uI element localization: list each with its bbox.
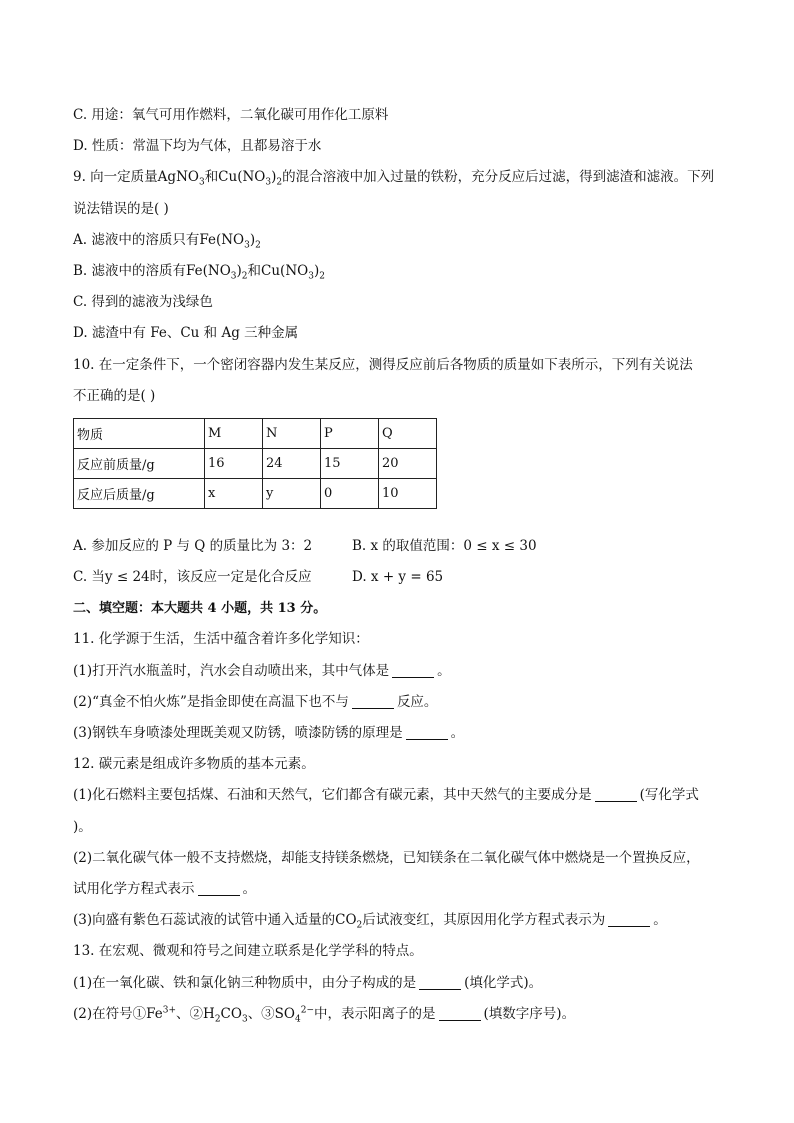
- answer-blank[interactable]: [392, 663, 434, 678]
- q9-option-c: C. 得到的滤液为浅绿色: [73, 294, 213, 311]
- q10-option-a: A. 参加反应的 P 与 Q 的质量比为 3：2: [73, 537, 313, 554]
- q11-stem: 11. 化学源于生活，生活中蕴含着许多化学知识：: [73, 631, 369, 648]
- table-cell: 20: [379, 448, 437, 478]
- table-cell: 反应后质量/g: [74, 478, 205, 508]
- exam-page: [73, 100, 733, 1030]
- q10-options-cd: [73, 562, 733, 593]
- q9-option-a: A. 滤液中的溶质只有$Fe(NO_3)_2$: [73, 231, 261, 251]
- table-cell: 15: [321, 448, 379, 478]
- q10-options-ab: [73, 531, 733, 562]
- table-cell: N: [263, 418, 321, 448]
- q10-option-d: D. x + y = 65: [352, 569, 444, 586]
- q11-part3: (3)钢铁车身喷漆处理既美观又防锈，喷漆防锈的原理是 。: [73, 725, 465, 741]
- table-cell: Q: [379, 418, 437, 448]
- q9-option-d: D. 滤渣中有 Fe、Cu 和 Ag 三种金属: [73, 325, 299, 342]
- q12-part2-line1: (2)二氧化碳气体一般不支持燃烧，却能支持镁条燃烧，已知镁条在二氧化碳气体中燃烧是一个置换反应，: [73, 849, 700, 866]
- q10-stem-line1: 10. 在一定条件下，一个密闭容器内发生某反应，测得反应前后各物质的质量如下表所示，下列有关说法: [73, 356, 693, 373]
- q12-part3: (3)向盛有紫色石蕊试液的试管中通入适量的$CO_2$后试液变红，其原因用化学方程式表示为 。: [73, 912, 667, 931]
- table-header-row: [74, 418, 437, 448]
- q9-option-b: B. 滤液中的溶质有$Fe(NO_3)_2$和$Cu(NO_3)_2$: [73, 262, 325, 282]
- table-cell: y: [263, 478, 321, 508]
- table-row: [74, 478, 437, 508]
- q13-part1: (1)在一氧化碳、铁和氯化钠三种物质中，由分子构成的是 (填化学式)。: [73, 974, 543, 991]
- q12-part2-line2: 试用化学方程式表示 。: [73, 880, 256, 897]
- table-cell: x: [205, 478, 263, 508]
- q10-stem-line2: 不正确的是( ): [73, 387, 156, 404]
- answer-blank[interactable]: [595, 787, 637, 802]
- q11-part2: (2)“真金不怕火炼”是指金即使在高温下也不与 反应。: [73, 693, 438, 710]
- q8-option-c: C. 用途：氧气可用作燃料，二氧化碳可用作化工原料: [73, 107, 389, 123]
- q12-part1-line1: (1)化石燃料主要包括煤、石油和天然气，它们都含有碳元素，其中天然气的主要成分是 (写化学式: [73, 787, 699, 804]
- q10-option-c: C. 当y ≤ 24时，该反应一定是化合反应: [73, 569, 312, 586]
- table-cell: 16: [205, 448, 263, 478]
- answer-blank[interactable]: [419, 975, 461, 990]
- q9-stem-line2: 说法错误的是( ): [73, 200, 169, 217]
- answer-blank[interactable]: [608, 912, 650, 927]
- q8-option-d: D. 性质：常温下均为气体，且都易溶于水: [73, 138, 322, 155]
- q13-part2: (2)在符号$①Fe^{3+}$、$②H_2CO_3$、$③SO_4^{2-}$中，表示阳离子的是 (填数字序号)。: [73, 1005, 576, 1025]
- q13-stem: 13. 在宏观、微观和符号之间建立联系是化学学科的特点。: [73, 943, 423, 960]
- q11-part1: (1)打开汽水瓶盖时，汽水会自动喷出来，其中气体是 。: [73, 662, 451, 679]
- table-cell: 反应前质量/g: [74, 448, 205, 478]
- answer-blank[interactable]: [198, 881, 240, 896]
- section-heading: 二、填空题：本大题共 4 小题，共 13 分。: [73, 601, 327, 617]
- table-cell: 物质: [74, 418, 205, 448]
- table-cell: 10: [379, 478, 437, 508]
- answer-blank[interactable]: [439, 1006, 481, 1021]
- table-row: [74, 448, 437, 478]
- q10-mass-table: [73, 418, 437, 509]
- q12-part1-line2: )。: [73, 818, 92, 835]
- q12-stem: 12. 碳元素是组成许多物质的基本元素。: [73, 756, 315, 773]
- q10-option-b: B. x 的取值范围：0 ≤ x ≤ 30: [352, 537, 537, 554]
- table-cell: M: [205, 418, 263, 448]
- answer-blank[interactable]: [406, 725, 448, 740]
- table-cell: 0: [321, 478, 379, 508]
- table-cell: 24: [263, 448, 321, 478]
- q9-stem-line1: 9. 向一定质量AgNO$_3$和$Cu(NO_3)_2$的混合溶液中加入过量的铁粉，充分反应后过滤，得到滤渣和滤液。下列: [73, 169, 715, 189]
- table-cell: P: [321, 418, 379, 448]
- answer-blank[interactable]: [352, 694, 394, 709]
